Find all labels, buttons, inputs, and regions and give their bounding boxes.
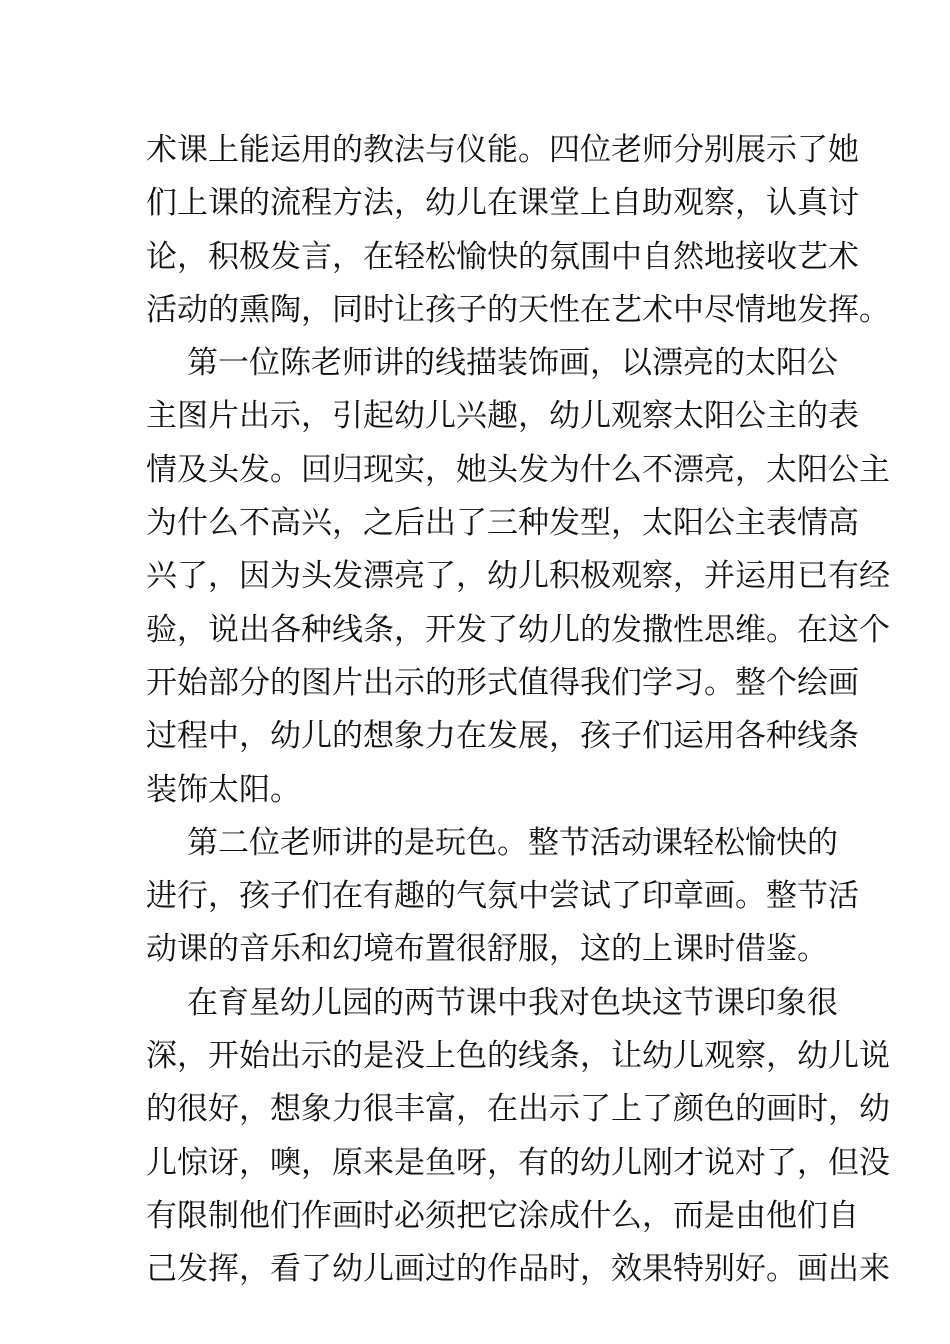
text-line: 验，说出各种线条，开发了幼儿的发撒性思维。在这个: [146, 611, 890, 648]
text-line: 有限制他们作画时必须把它涂成什么，而是由他们自: [146, 1197, 859, 1234]
body-text: [146, 124, 890, 1297]
text-line: 在育星幼儿园的两节课中我对色块这节课印象很: [187, 984, 838, 1021]
text-line: 进行，孩子们在有趣的气氛中尝试了印章画。整节活: [146, 878, 859, 915]
text-line: 装饰太阳。: [146, 771, 301, 808]
paragraph: [146, 977, 890, 1297]
text-line: 的很好，想象力很丰富，在出示了上了颜色的画时，幼: [146, 1091, 890, 1128]
text-line: 主图片出示，引起幼儿兴趣，幼儿观察太阳公主的表: [146, 398, 859, 435]
text-line: 第二位老师讲的是玩色。整节活动课轻松愉快的: [187, 824, 838, 861]
text-line: 第一位陈老师讲的线描装饰画，以漂亮的太阳公: [187, 345, 838, 382]
text-line: 论，积极发言，在轻松愉快的氛围中自然地接收艺术: [146, 238, 859, 275]
text-line: 兴了，因为头发漂亮了，幼儿积极观察，并运用已有经: [146, 558, 890, 595]
text-line: 们上课的流程方法，幼儿在课堂上自助观察，认真讨: [146, 185, 859, 222]
text-line: 过程中，幼儿的想象力在发展，孩子们运用各种线条: [146, 718, 859, 755]
text-line: 动课的音乐和幻境布置很舒服，这的上课时借鉴。: [146, 931, 828, 968]
paragraph: [146, 817, 859, 977]
text-line: 术课上能运用的教法与仪能。四位老师分别展示了她: [146, 132, 859, 168]
text-line: 己发挥，看了幼儿画过的作品时，效果特别好。画出来: [146, 1251, 890, 1288]
text-line: 活动的熏陶，同时让孩子的天性在艺术中尽情地发挥。: [146, 291, 890, 328]
text-line: 情及头发。回归现实，她头发为什么不漂亮，太阳公主: [146, 451, 890, 488]
text-line: 开始部分的图片出示的形式值得我们学习。整个绘画: [146, 664, 859, 701]
text-line: 为什么不高兴，之后出了三种发型，太阳公主表情高: [146, 505, 859, 542]
text-line: 深，开始出示的是没上色的线条，让幼儿观察，幼儿说: [146, 1038, 890, 1075]
text-line: 儿惊讶，噢，原来是鱼呀，有的幼儿刚才说对了，但没: [146, 1144, 890, 1181]
paragraph: [146, 124, 890, 337]
paragraph: [146, 337, 890, 817]
